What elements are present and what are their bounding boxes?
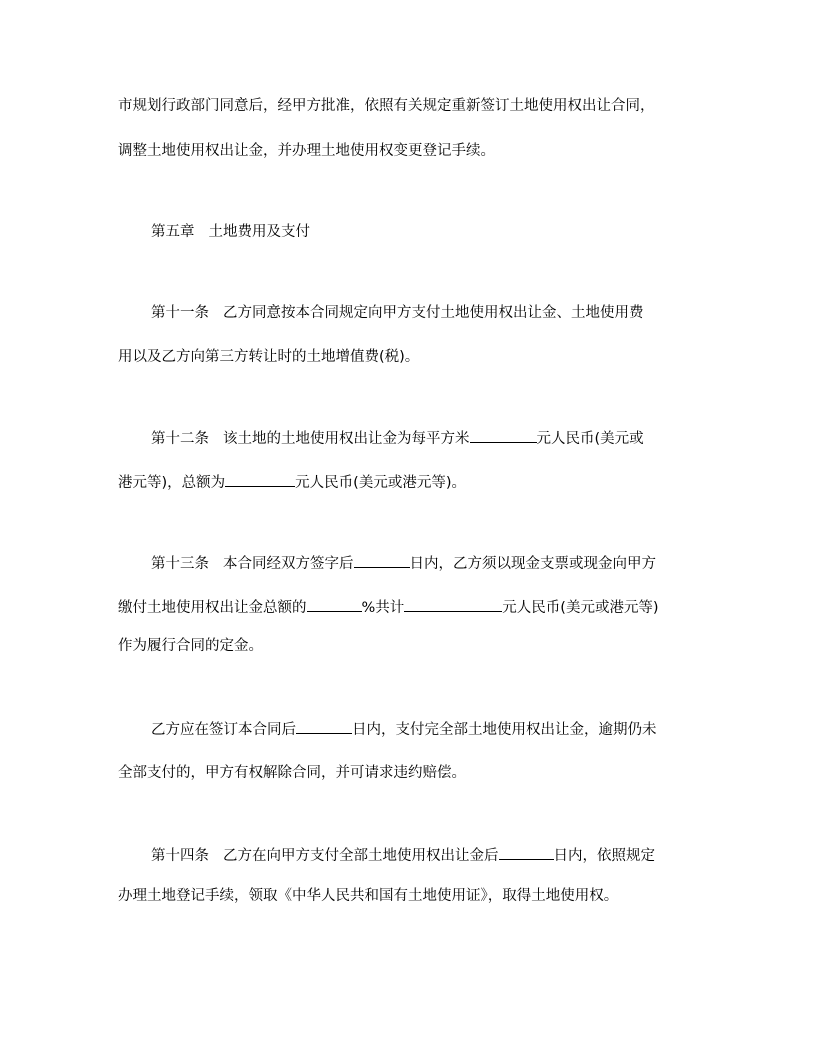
chapter-title: 土地费用及支付 [208, 224, 310, 240]
text: 日内，依照规定 [553, 848, 655, 864]
text: 元人民币(美元或港元等) [502, 600, 659, 616]
article-label: 第十三条 [151, 556, 209, 572]
article-label: 第十一条 [151, 305, 209, 321]
text: 缴付土地使用权出让金总额的 [118, 600, 307, 616]
text: 办理土地登记手续，领取《中华人民共和国有土地使用证》，取得土地使用权。 [118, 888, 619, 904]
article-13-line [0, 553, 816, 574]
text: 元人民币(美元或港元等)。 [295, 475, 466, 491]
article-14-line [0, 845, 816, 866]
text: 作为履行合同的定金。 [118, 638, 263, 654]
article-12-line [0, 428, 816, 449]
fill-blank[interactable] [470, 428, 537, 443]
fill-blank[interactable] [296, 719, 352, 734]
payment-paragraph-line [0, 719, 816, 740]
text: 乙方在向甲方支付全部土地使用权出让金后 [223, 848, 499, 864]
article-13-line [0, 597, 816, 618]
text: 用以及乙方向第三方转让时的土地增值费(税)。 [118, 349, 420, 365]
fill-blank[interactable] [404, 597, 502, 612]
text: 乙方同意按本合同规定向甲方支付土地使用权出让金、土地使用费 [223, 305, 644, 321]
fill-blank[interactable] [307, 597, 362, 612]
paragraph-line [0, 141, 816, 161]
fill-blank[interactable] [354, 553, 410, 568]
text: 元人民币(美元或 [536, 431, 644, 447]
text: 调整土地使用权出让金，并办理土地使用权变更登记手续。 [118, 143, 495, 159]
fill-blank[interactable] [499, 845, 554, 860]
chapter-heading [0, 222, 816, 242]
text: 乙方应在签订本合同后 [151, 722, 296, 738]
article-11-line [0, 347, 816, 367]
text: 全部支付的，甲方有权解除合同，并可请求违约赔偿。 [118, 765, 466, 781]
text: 该土地的土地使用权出让金为每平方米 [223, 431, 470, 447]
chapter-label: 第五章 [151, 224, 195, 240]
text: 日内，乙方须以现金支票或现金向甲方 [409, 556, 656, 572]
text: %共计 [361, 600, 405, 616]
article-11-line [0, 303, 816, 323]
article-14-line [0, 886, 816, 906]
article-label: 第十四条 [151, 848, 209, 864]
article-12-line [0, 472, 816, 493]
paragraph-line [0, 96, 816, 116]
fill-blank[interactable] [225, 472, 295, 487]
article-label: 第十二条 [151, 431, 209, 447]
text: 港元等)，总额为 [118, 475, 226, 491]
payment-paragraph-line [0, 763, 816, 783]
text: 日内，支付完全部土地使用权出让金，逾期仍未 [352, 722, 657, 738]
text: 本合同经双方签字后 [223, 556, 354, 572]
text: 市规划行政部门同意后，经甲方批准，依照有关规定重新签订土地使用权出让合同， [118, 98, 655, 114]
article-13-line [0, 636, 816, 656]
